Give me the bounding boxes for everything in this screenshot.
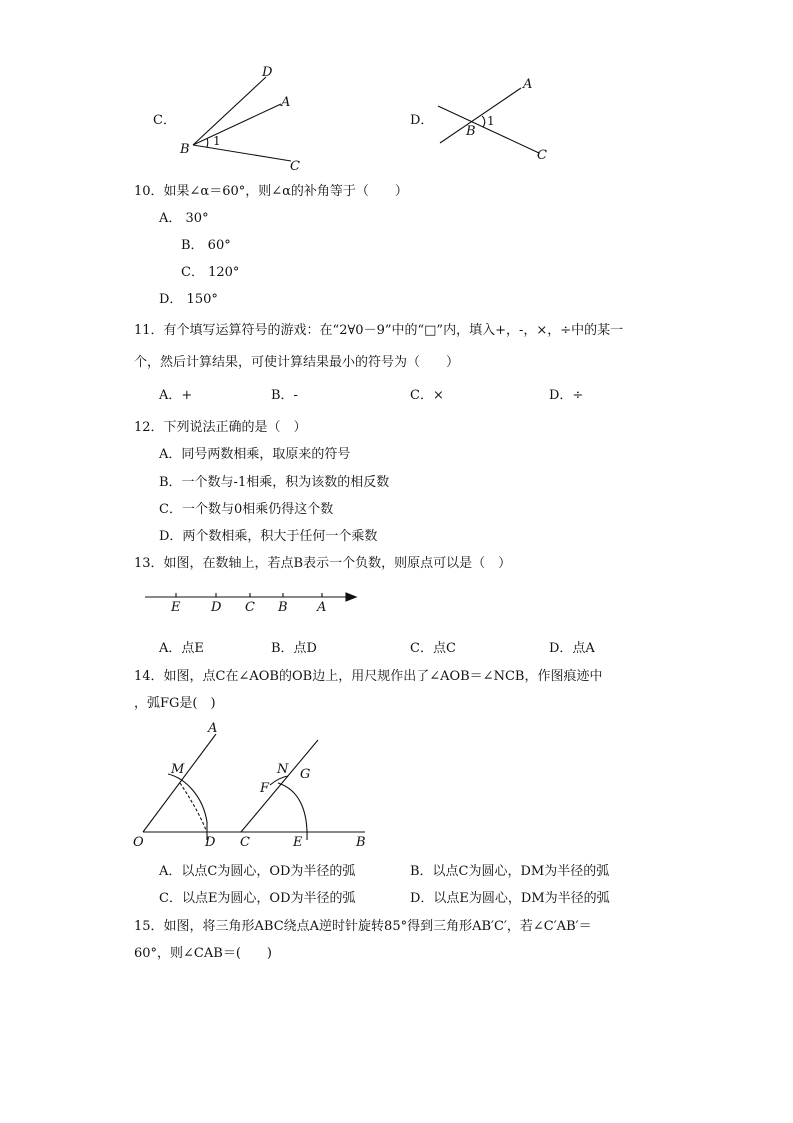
fig-d-point-a: A bbox=[523, 77, 533, 92]
q10-option-a: A． 30° bbox=[159, 211, 209, 226]
q13-option-b: B．点D bbox=[271, 641, 317, 656]
q13-option-d: D．点A bbox=[549, 641, 595, 656]
q14-stem-line2: ，弧FG是( ) bbox=[134, 696, 216, 711]
fig14-point-d: D bbox=[205, 835, 216, 850]
fig14-point-m: M bbox=[171, 762, 185, 777]
option-d-label: D． bbox=[410, 113, 434, 128]
axis-point-a: A bbox=[317, 600, 327, 615]
q11-option-c: C．× bbox=[410, 388, 444, 403]
fig-c-angle-1: 1 bbox=[213, 134, 221, 148]
q14-option-b: B．以点C为圆心，DM为半径的弧 bbox=[410, 864, 610, 879]
q13-option-c: C．点C bbox=[410, 641, 456, 656]
axis-point-e: E bbox=[171, 600, 181, 615]
q11-stem-line2: 个，然后计算结果，可使计算结果最小的符号为（ ） bbox=[134, 355, 460, 370]
q10-option-d: D． 150° bbox=[159, 292, 218, 307]
fig14-point-n: N bbox=[277, 762, 289, 777]
option-c-label: C． bbox=[153, 113, 176, 128]
axis-point-b: B bbox=[278, 600, 288, 615]
q10-option-b: B． 60° bbox=[181, 238, 231, 253]
q14-stem-line1: 14．如图，点C在∠AOB的OB边上，用尺规作出了∠AOB＝∠NCB，作图痕迹中 bbox=[134, 669, 603, 684]
q10-stem: 10．如果∠α＝60°，则∠α的补角等于（ ） bbox=[134, 184, 408, 199]
q12-option-b: B．一个数与-1相乘，积为该数的相反数 bbox=[159, 475, 390, 490]
fig-c-point-b: B bbox=[180, 142, 190, 157]
fig-c-point-c: C bbox=[290, 159, 300, 174]
fig14-point-f: F bbox=[260, 781, 270, 796]
q12-option-a: A．同号两数相乘，取原来的符号 bbox=[159, 447, 351, 462]
fig-d-point-c: C bbox=[537, 148, 547, 163]
axis-point-c: C bbox=[245, 600, 255, 615]
q12-option-c: C．一个数与0相乘仍得这个数 bbox=[159, 502, 334, 517]
q11-stem-line1: 11．有个填写运算符号的游戏：在“2∀0－9”中的“□”内，填入+，-，×，÷中的某一 bbox=[134, 323, 624, 338]
q14-option-d: D．以点E为圆心，DM为半径的弧 bbox=[410, 891, 610, 906]
fig-d-angle-1: 1 bbox=[487, 114, 495, 128]
fig14-point-c: C bbox=[240, 835, 250, 850]
q12-stem: 12．下列说法正确的是（ ） bbox=[134, 420, 307, 435]
axis-point-d: D bbox=[211, 600, 222, 615]
q11-option-b: B．- bbox=[271, 388, 298, 403]
q10-option-c: C． 120° bbox=[181, 265, 240, 280]
q11-option-d: D．÷ bbox=[549, 388, 584, 403]
fig-c-point-a: A bbox=[281, 95, 291, 110]
fig14-point-g: G bbox=[300, 767, 311, 782]
q14-option-c: C．以点E为圆心，OD为半径的弧 bbox=[159, 891, 356, 906]
q14-option-a: A．以点C为圆心，OD为半径的弧 bbox=[159, 864, 356, 879]
q11-option-a: A．+ bbox=[159, 388, 193, 403]
q15-stem-line2: 60°，则∠CAB＝( ) bbox=[134, 946, 272, 961]
fig14-point-b: B bbox=[356, 835, 366, 850]
q12-option-d: D．两个数相乘，积大于任何一个乘数 bbox=[159, 529, 378, 544]
fig14-point-e: E bbox=[293, 835, 303, 850]
fig-d-point-b: B bbox=[466, 124, 476, 139]
q15-stem-line1: 15．如图，将三角形ABC绕点A逆时针旋转85°得到三角形AB′C′，若∠C′AB′＝ bbox=[134, 919, 592, 934]
q13-option-a: A．点E bbox=[159, 641, 204, 656]
fig14-point-a: A bbox=[208, 721, 218, 736]
fig14-point-o: O bbox=[133, 835, 144, 850]
fig-c-point-d: D bbox=[262, 65, 273, 80]
q13-stem: 13．如图，在数轴上，若点B表示一个负数，则原点可以是（ ） bbox=[134, 556, 512, 571]
